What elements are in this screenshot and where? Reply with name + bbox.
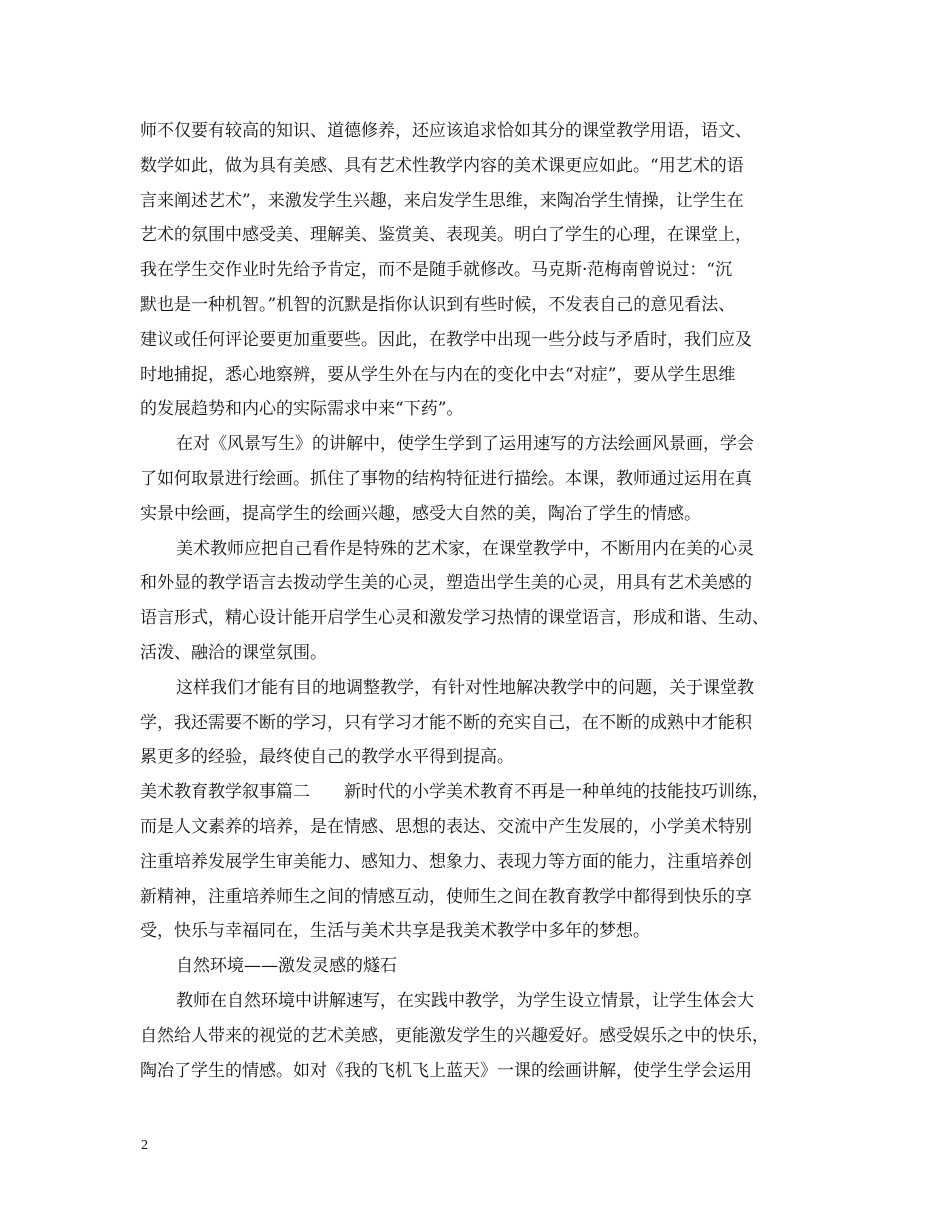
text-line: 注重培养发展学生审美能力、感知力、想象力、表现力等方面的能力，注重培养创 <box>140 851 752 872</box>
text-line: 美术教育教学叙事篇二 新时代的小学美术教育不再是一种单纯的技能技巧训练， <box>140 782 769 803</box>
text-line: 学，我还需要不断的学习，只有学习才能不断的充实自己，在不断的成熟中才能积 <box>140 712 752 733</box>
text-line: 活泼、融洽的课堂氛围。 <box>140 642 327 663</box>
text-line: 的发展趋势和内心的实际需求中来“下药”。 <box>140 399 464 420</box>
text-line: 言来阐述艺术”，来激发学生兴趣，来启发学生思维，来陶冶学生情操，让学生在 <box>140 190 744 211</box>
text-line: 默也是一种机智。”机智的沉默是指你认识到有些时候，不发表自己的意见看法、 <box>140 294 736 315</box>
text-line: 这样我们才能有目的地调整教学，有针对性地解决教学中的问题，关于课堂教 <box>176 677 754 698</box>
text-line: 建议或任何评论要更加重要些。因此，在教学中出现一些分歧与矛盾时，我们应及 <box>140 329 752 350</box>
text-line: 自然环境——激发灵感的燧石 <box>176 956 397 977</box>
text-line: 累更多的经验，最终使自己的教学水平得到提高。 <box>140 747 514 768</box>
text-line: 我在学生交作业时先给予肯定，而不是随手就修改。马克斯·范梅南曾说过：“沉 <box>140 260 733 281</box>
text-line: 艺术的氛围中感受美、理解美、鉴赏美、表现美。明白了学生的心理，在课堂上， <box>140 225 752 246</box>
text-line: 美术教师应把自己看作是特殊的艺术家，在课堂教学中，不断用内在美的心灵 <box>176 538 754 559</box>
text-line: 陶冶了学生的情感。如对《我的飞机飞上蓝天》一课的绘画讲解，使学生学会运用 <box>140 1060 752 1081</box>
text-line: 新精神，注重培养师生之间的情感互动，使师生之间在教育教学中都得到快乐的享 <box>140 886 752 907</box>
text-line: 时地捕捉，悉心地察辨，要从学生外在与内在的变化中去“对症”，要从学生思维 <box>140 364 736 385</box>
text-line: 自然给人带来的视觉的艺术美感，更能激发学生的兴趣爱好。感受娱乐之中的快乐， <box>140 1025 769 1046</box>
text-line: 语言形式，精心设计能开启学生心灵和激发学习热情的课堂语言，形成和谐、生动、 <box>140 608 769 629</box>
text-line: 数学如此，做为具有美感、具有艺术性教学内容的美术课更应如此。“用艺术的语 <box>140 155 744 176</box>
text-line: 师不仅要有较高的知识、道德修养，还应该追求恰如其分的课堂教学用语，语文、 <box>140 121 752 141</box>
body-text <box>140 114 812 1088</box>
text-line: 和外显的教学语言去拨动学生美的心灵，塑造出学生美的心灵，用具有艺术美感的 <box>140 573 752 594</box>
text-line: 了如何取景进行绘画。抓住了事物的结构特征进行描绘。本课，教师通过运用在真 <box>140 468 752 489</box>
text-line: 而是人文素养的培养，是在情感、思想的表达、交流中产生发展的，小学美术特别 <box>140 816 752 837</box>
page-number: 2 <box>141 1138 148 1153</box>
text-line: 在对《风景写生》的讲解中，使学生学到了运用速写的方法绘画风景画，学会 <box>176 434 754 455</box>
text-line: 教师在自然环境中讲解速写，在实践中教学，为学生设立情景，让学生体会大 <box>176 990 754 1011</box>
text-line: 实景中绘画，提高学生的绘画兴趣，感受大自然的美，陶冶了学生的情感。 <box>140 503 701 524</box>
text-line: 受，快乐与幸福同在，生活与美术共享是我美术教学中多年的梦想。 <box>140 921 650 942</box>
